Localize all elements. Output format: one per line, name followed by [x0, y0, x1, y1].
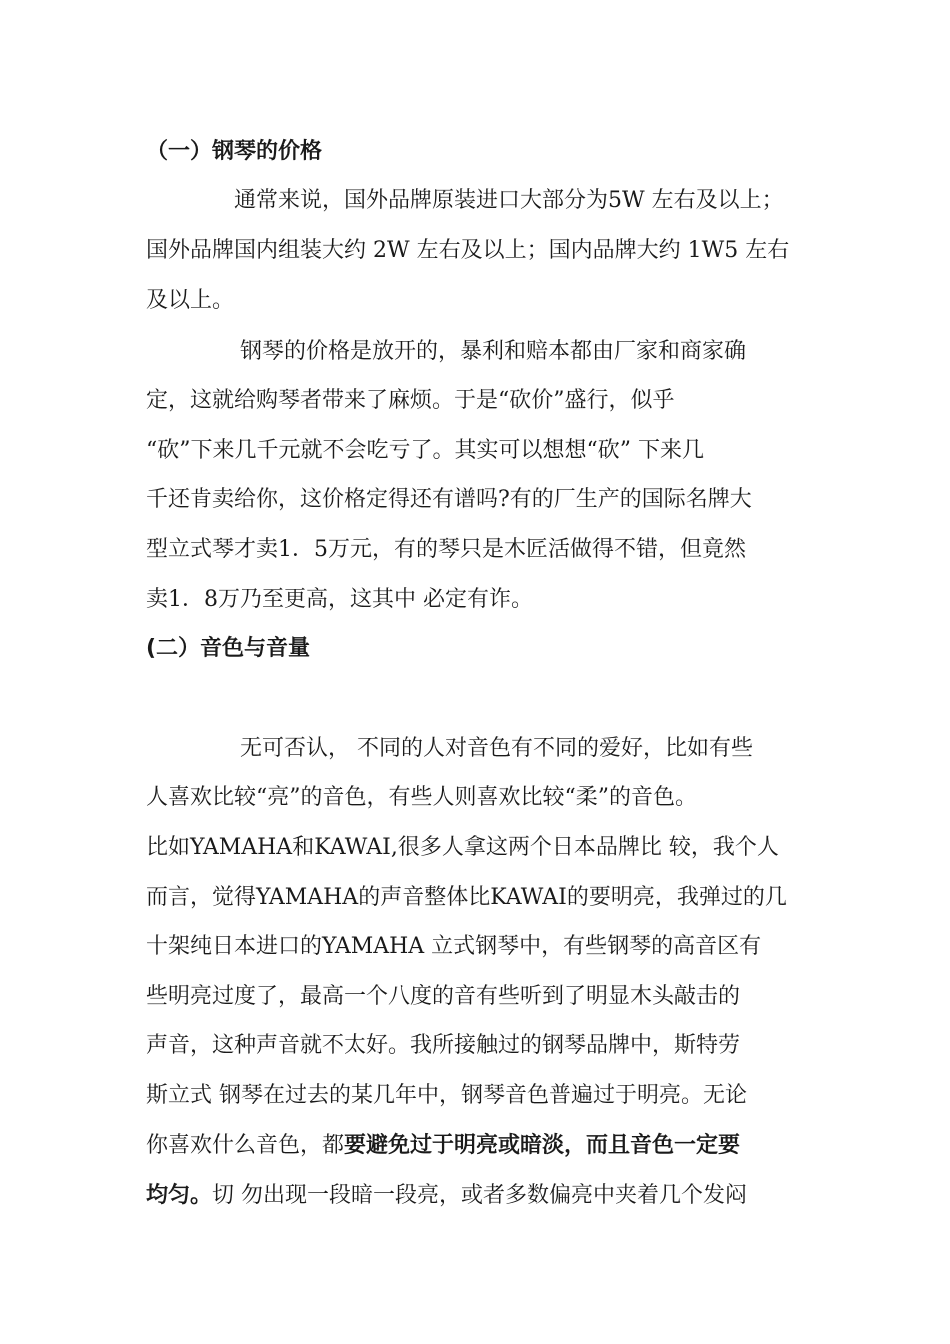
paragraph-line: 定，这就给购琴者带来了麻烦。于是“砍价”盛行，似乎: [146, 388, 675, 413]
paragraph-line: 人喜欢比较“亮”的音色，有些人则喜欢比较“柔”的音色。: [146, 785, 697, 810]
paragraph-line: 斯立式 钢琴在过去的某几年中，钢琴音色普遍过于明亮。无论: [146, 1083, 747, 1108]
paragraph-line: 千还肯卖给你，这价格定得还有谱吗?有的厂生产的国际名牌大: [146, 487, 752, 512]
bold-emphasis-text: 均匀。: [146, 1183, 213, 1208]
paragraph-line: 通常来说，国外品牌原装进口大部分为5W 左右及以上；: [234, 188, 784, 213]
paragraph-line: 些明亮过度了，最高一个八度的音有些听到了明显木头敲击的: [146, 984, 741, 1009]
paragraph-line: “砍”下来几千元就不会吃亏了。其实可以想想“砍” 下来几: [146, 438, 704, 463]
paragraph-line: 比如YAMAHA和KAWAI,很多人拿这两个日本品牌比 较，我个人: [146, 835, 779, 860]
bold-emphasis-text: 要避免过于明亮或暗淡，而且音色一定要: [344, 1133, 741, 1158]
section-heading-tone: (二）音色与音量: [146, 636, 311, 661]
paragraph-line: 无可否认， 不同的人对音色有不同的爱好，比如有些: [240, 736, 753, 761]
paragraph-line-emphasis: [146, 1131, 816, 1161]
paragraph-line: 卖1．8万乃至更高，这其中 必定有诈。: [146, 587, 533, 612]
paragraph-line: 型立式琴才卖1．5万元，有的琴只是木匠活做得不错，但竟然: [146, 537, 746, 562]
paragraph-line: 国外品牌国内组装大约 2W 左右及以上；国内品牌大约 1W5 左右: [146, 238, 790, 263]
section-heading-price: （一）钢琴的价格: [146, 139, 323, 164]
paragraph-line: 声音，这种声音就不太好。我所接触过的钢琴品牌中，斯特劳: [146, 1033, 741, 1058]
paragraph-line: 及以上。: [146, 288, 235, 313]
paragraph-line: 而言，觉得YAMAHA的声音整体比KAWAI的要明亮，我弹过的几: [146, 885, 787, 910]
paragraph-line: 钢琴的价格是放开的，暴利和赔本都由厂家和商家确: [240, 339, 747, 364]
plain-text: 你喜欢什么音色，都: [146, 1133, 345, 1158]
plain-text: 切 勿出现一段暗一段亮，或者多数偏亮中夹着几个发闷: [212, 1183, 748, 1208]
paragraph-line-emphasis: [146, 1181, 816, 1211]
paragraph-line: 十架纯日本进口的YAMAHA 立式钢琴中，有些钢琴的高音区有: [146, 934, 762, 959]
